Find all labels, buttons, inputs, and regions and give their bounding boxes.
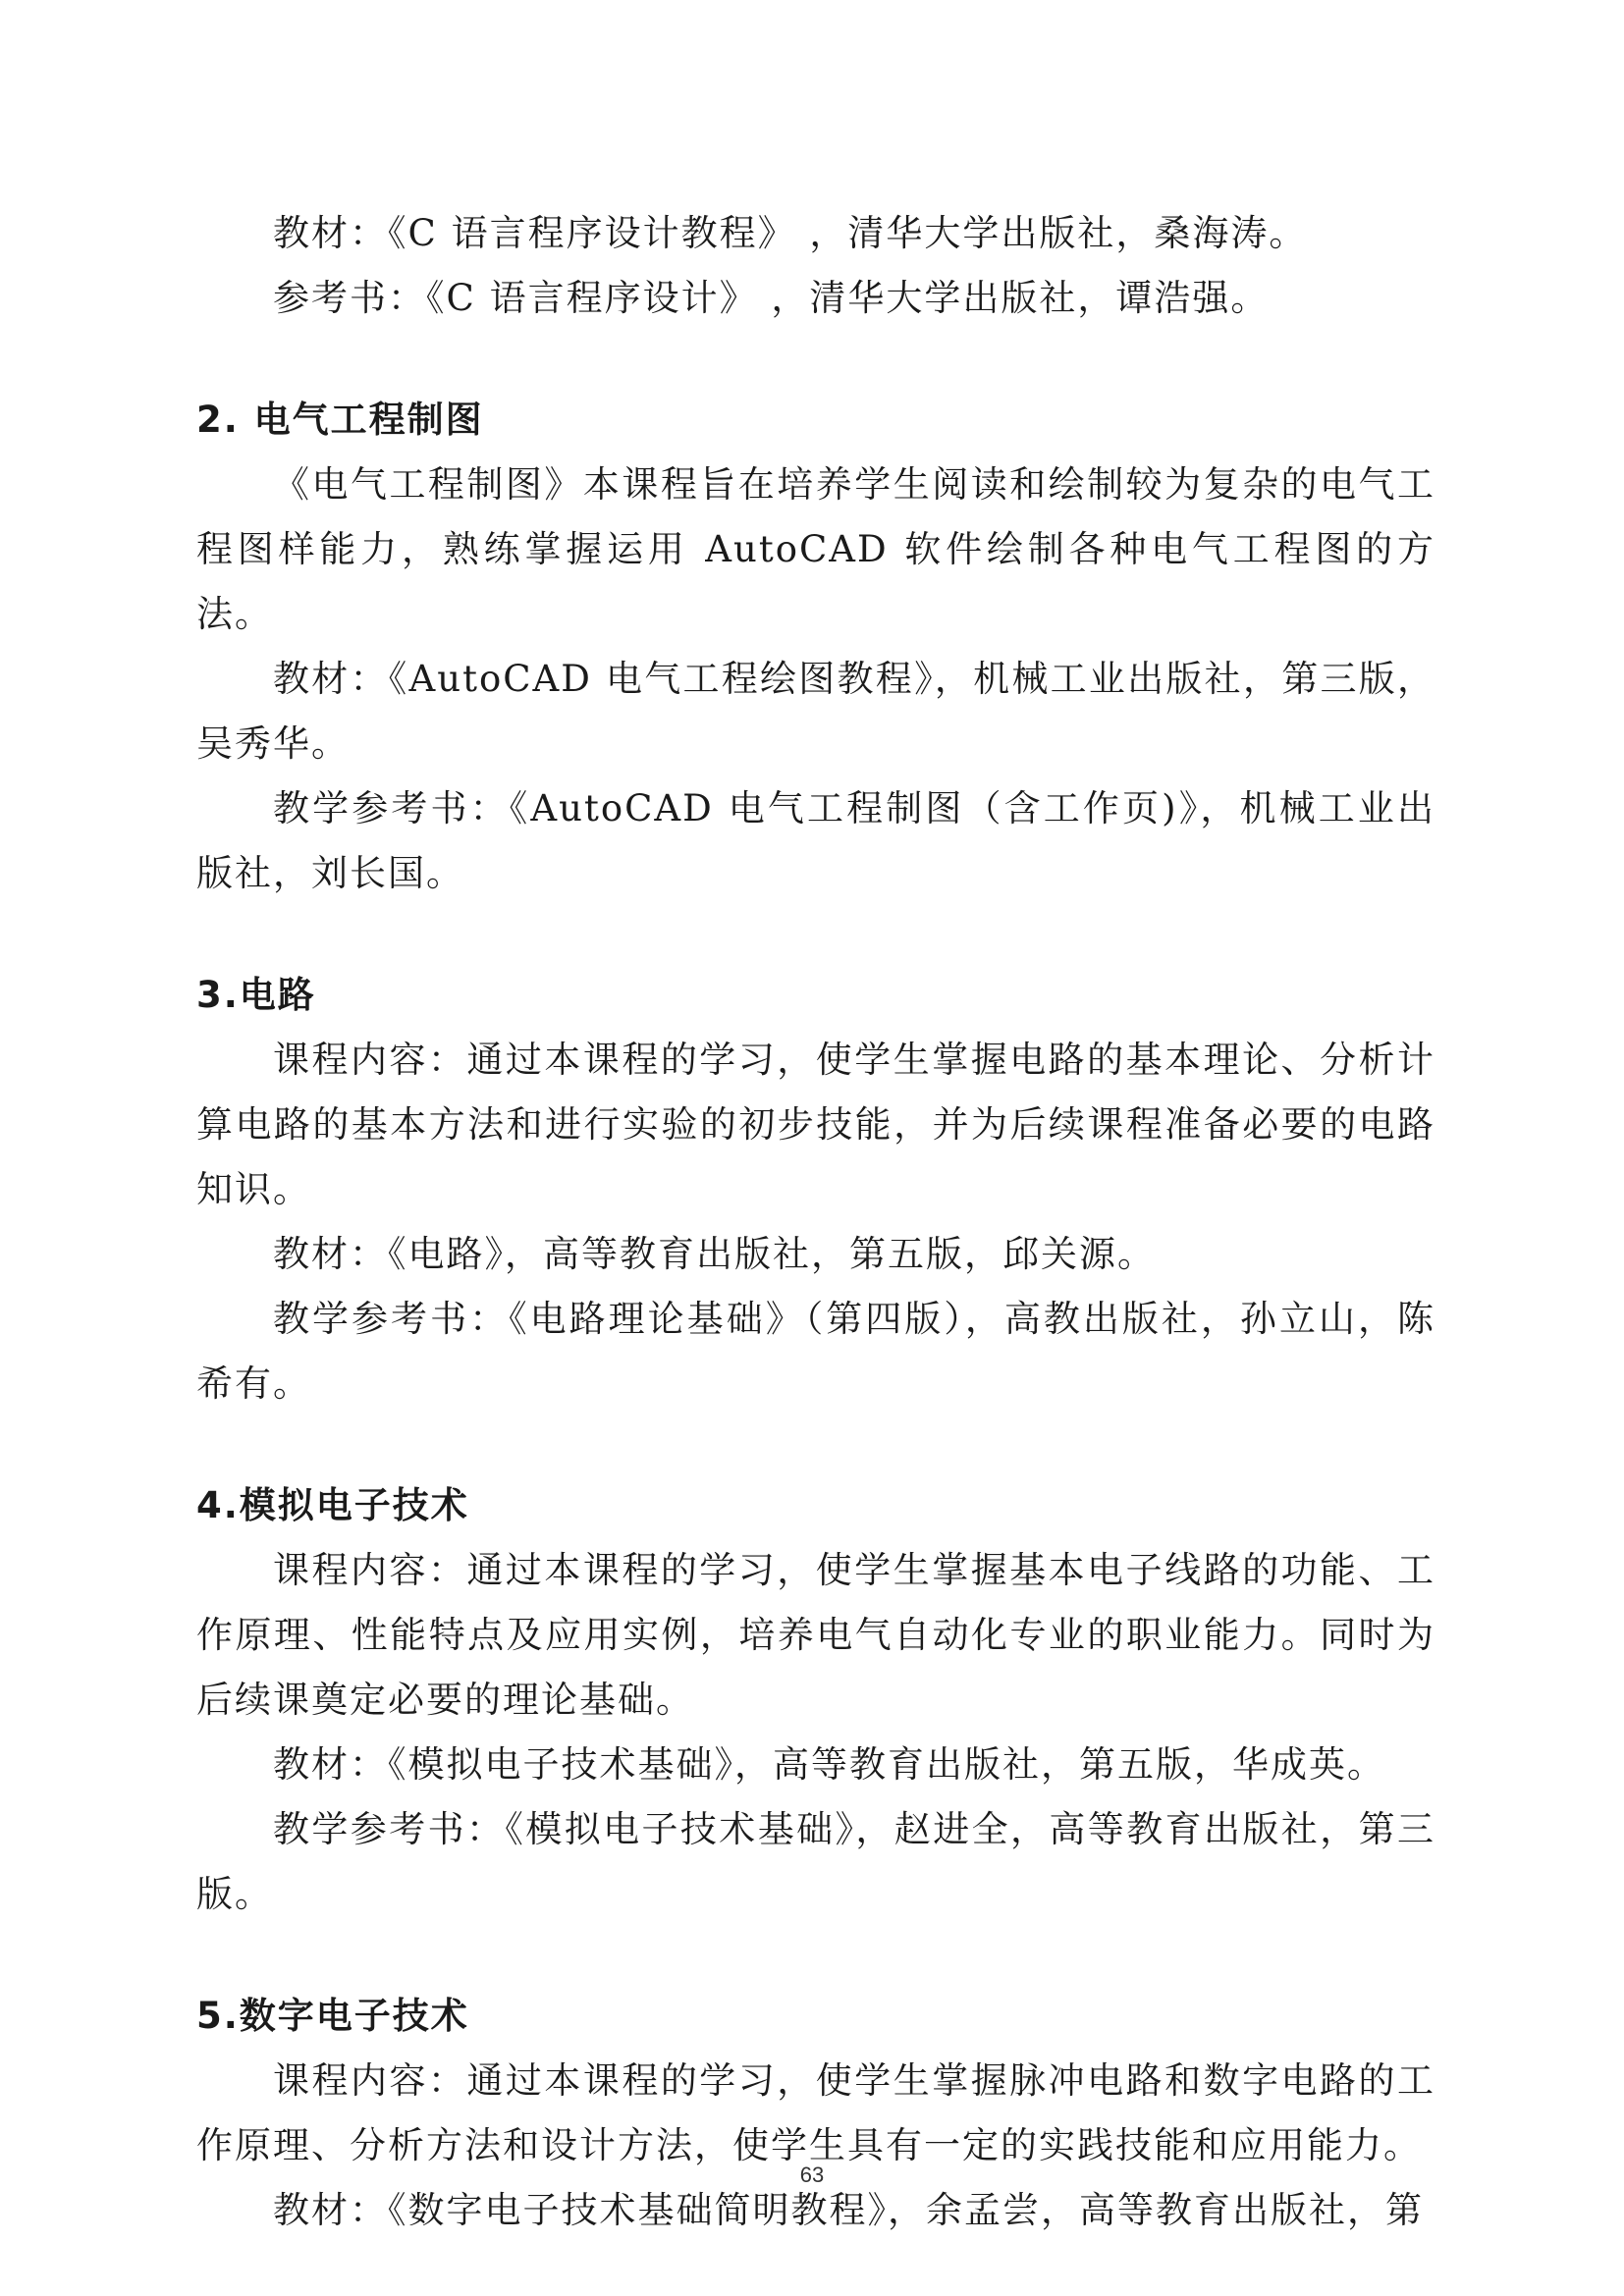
- section-gap: [196, 906, 1435, 963]
- section-gap: [196, 1927, 1435, 1984]
- textbook-line: 教材：《AutoCAD 电气工程绘图教程》，机械工业出版社，第三版，吴秀华。: [196, 658, 1435, 765]
- section-heading-electrical-drawing: 2. 电气工程制图: [196, 399, 484, 441]
- textbook-line: 教材：《模拟电子技术基础》，高等教育出版社，第五版，华成英。: [273, 1743, 1385, 1786]
- textbook-line: 教材：《电路》，高等教育出版社，第五版，邱关源。: [273, 1233, 1156, 1275]
- reference-line: 参考书：《C 语言程序设计》 ，清华大学出版社，谭浩强。: [273, 277, 1270, 319]
- course-description: 《电气工程制图》本课程旨在培养学生阅读和绘制较为复杂的电气工程图样能力，熟练掌握运用 AutoCAD 软件绘制各种电气工程图的方法。: [196, 463, 1435, 635]
- textbook-line: 教材：《C 语言程序设计教程》 ，清华大学出版社，桑海涛。: [273, 212, 1308, 254]
- reference-line: 教学参考书：《模拟电子技术基础》，赵进全，高等教育出版社，第三版。: [196, 1808, 1435, 1915]
- page-content: [196, 201, 1435, 2243]
- section-gap: [196, 1416, 1435, 1473]
- section-heading-digital-electronics: 5.数字电子技术: [196, 1995, 469, 2037]
- course-description: 课程内容：通过本课程的学习，使学生掌握电路的基本理论、分析计算电路的基本方法和进行实验的初步技能，并为后续课程准备必要的电路知识。: [196, 1039, 1435, 1210]
- course-description: 课程内容：通过本课程的学习，使学生掌握基本电子线路的功能、工作原理、性能特点及应用实例，培养电气自动化专业的职业能力。同时为后续课奠定必要的理论基础。: [196, 1549, 1435, 1721]
- page-number: 63: [799, 2163, 825, 2187]
- reference-line: 教学参考书：《电路理论基础》（第四版），高教出版社，孙立山，陈希有。: [196, 1298, 1435, 1405]
- reference-line: 教学参考书：《AutoCAD 电气工程制图（含工作页)》，机械工业出版社，刘长国。: [196, 787, 1435, 894]
- course-description: 课程内容：通过本课程的学习，使学生掌握脉冲电路和数字电路的工作原理、分析方法和设计方法，使学生具有一定的实践技能和应用能力。: [196, 2059, 1435, 2166]
- textbook-line: 教材：《数字电子技术基础简明教程》，余孟尝，高等教育出版社，第: [273, 2189, 1424, 2231]
- section-heading-circuits: 3.电路: [196, 974, 316, 1016]
- section-gap: [196, 331, 1435, 388]
- section-heading-analog-electronics: 4.模拟电子技术: [196, 1484, 469, 1526]
